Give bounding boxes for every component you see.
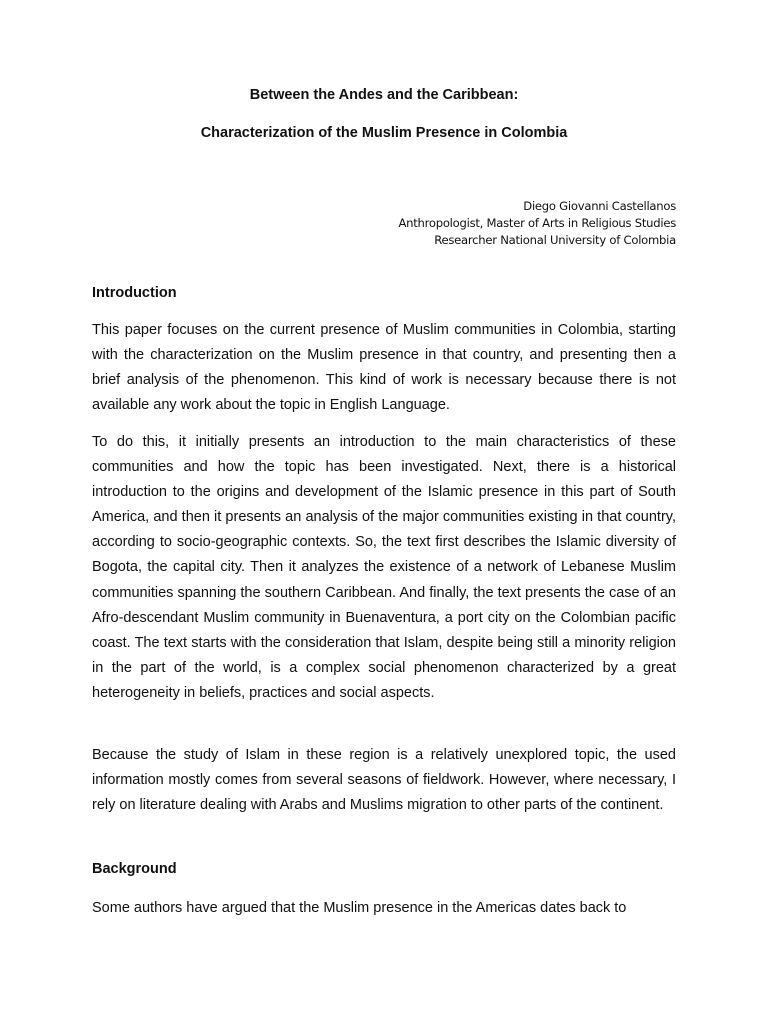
author-name: Diego Giovanni Castellanos [523,199,676,213]
paragraph: Some authors have argued that the Muslim presence in the Americas dates back to [92,900,627,916]
paragraph: This paper focuses on the current presence of Muslim communities in Colombia, starting with the characterization on the Muslim presence in that country, and presenting then a brief analysis of the phenomenon. This kind of work is necessary because there is not available any work about the topic in English Language. [92,322,676,414]
paragraph: To do this, it initially presents an introduction to the main characteristics of these communities and how the topic has been investigated. Next, there is a historical introduction to the origins and development of the Islamic presence in this part of South America, and then it presents an analysis of the major communities existing in that country, according to socio-geographic contexts. So, the text first describes the Islamic diversity of Bogota, the capital city. Then it analyzes the existence of a network of Lebanese Muslim communities spanning the southern Caribbean. And finally, the text presents the case of an Afro-descendant Muslim community in Buenaventura, a port city on the Colombian pacific coast. The text starts with the consideration that Islam, despite being still a minority religion in the part of the world, is a complex social phenomenon characterized by a great heterogeneity in beliefs, practices and social aspects. [92,434,676,701]
paragraph: Because the study of Islam in these region is a relatively unexplored topic, the used information mostly comes from several seasons of fieldwork. However, where necessary, I rely on literature dealing with Arabs and Muslims migration to other parts of the continent. [92,747,676,814]
section-heading-introduction: Introduction [92,285,177,301]
document-title: Between the Andes and the Caribbean: [249,87,519,103]
author-credentials: Anthropologist, Master of Arts in Religious Studies [398,216,676,230]
author-affiliation: Researcher National University of Colombia [434,233,676,247]
section-heading-background: Background [92,861,177,877]
document-subtitle: Characterization of the Muslim Presence in Colombia [200,125,568,141]
author-block [398,198,676,249]
